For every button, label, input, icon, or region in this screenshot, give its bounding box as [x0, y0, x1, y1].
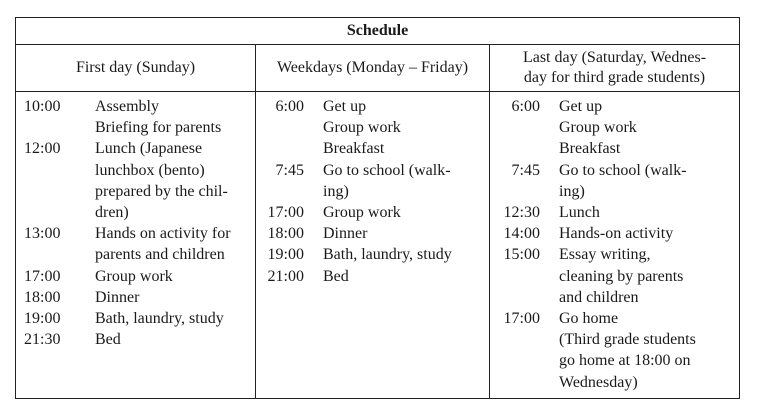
column-header-first-day: First day (Sunday) — [16, 44, 255, 92]
entry-time: 19:00 — [267, 246, 304, 264]
schedule-entry — [256, 96, 489, 160]
schedule-entry — [256, 202, 489, 223]
entry-activity: Hands-on activity — [559, 225, 674, 243]
schedule-entry — [16, 287, 255, 308]
entry-time: 10:00 — [24, 98, 61, 115]
entry-activity: Essay writing, cleaning by parents and children — [559, 246, 684, 306]
entry-activity: Bed — [95, 331, 121, 349]
schedule-entry — [16, 308, 255, 329]
entry-time: 21:30 — [24, 331, 61, 349]
entry-time: 17:00 — [267, 204, 304, 222]
entry-time: 6:00 — [511, 98, 540, 115]
entry-activity: Group work — [95, 267, 173, 285]
column-last-day — [490, 44, 739, 398]
entry-activity: Bath, laundry, study — [95, 310, 224, 328]
entry-activity: Lunch — [559, 204, 600, 222]
entry-activity: Dinner — [95, 288, 140, 306]
schedule-entry — [16, 266, 255, 287]
entry-activity: Get up Group work Breakfast — [323, 98, 401, 158]
entry-activity: Go home (Third grade students go home at 18:00 on Wednesday) — [559, 310, 696, 391]
entry-activity: Bed — [323, 267, 349, 285]
column-header-last-day: Last day (Saturday, Wednes- day for third grade students) — [490, 44, 739, 92]
entry-time: 18:00 — [267, 225, 304, 243]
schedule-entry — [16, 329, 255, 350]
column-first-day — [16, 44, 256, 398]
entry-activity: Go to school (walk- ing) — [559, 161, 687, 200]
column-body-last-day — [490, 96, 739, 393]
entry-time: 17:00 — [24, 267, 61, 285]
entry-activity: Assembly Briefing for parents — [95, 98, 222, 137]
entry-activity: Bath, laundry, study — [323, 246, 452, 264]
entry-time: 6:00 — [275, 98, 304, 115]
entry-time: 21:00 — [267, 267, 304, 285]
entry-time: 7:45 — [511, 161, 540, 179]
entry-time: 14:00 — [503, 225, 540, 243]
entry-time: 12:00 — [24, 140, 61, 158]
entry-activity: Lunch (Japanese lunchbox (bento) prepared by the chil- dren) — [95, 140, 228, 222]
entry-activity: Get up Group work Breakfast — [559, 98, 637, 158]
column-weekdays — [256, 44, 490, 398]
schedule-entry — [256, 244, 489, 265]
schedule-table — [15, 17, 740, 399]
column-header-weekdays: Weekdays (Monday – Friday) — [256, 44, 489, 92]
schedule-entry — [256, 160, 489, 202]
entry-time: 18:00 — [24, 288, 61, 306]
entry-activity: Hands on activity for parents and children — [95, 225, 231, 264]
schedule-entry — [490, 160, 739, 202]
entry-time: 7:45 — [275, 161, 304, 179]
entry-time: 12:30 — [503, 204, 540, 222]
schedule-entry — [490, 223, 739, 244]
entry-activity: Go to school (walk- ing) — [323, 161, 451, 200]
schedule-entry — [490, 96, 739, 160]
entry-time: 17:00 — [503, 310, 540, 328]
schedule-entry — [490, 202, 739, 223]
schedule-entry — [490, 308, 739, 393]
entry-time: 15:00 — [503, 246, 540, 264]
entry-time: 13:00 — [24, 225, 61, 243]
column-body-weekdays — [256, 96, 489, 287]
entry-activity: Group work — [323, 204, 401, 222]
schedule-entry — [16, 223, 255, 265]
schedule-entry — [256, 266, 489, 287]
entry-time: 19:00 — [24, 310, 61, 328]
schedule-title: Schedule — [16, 18, 739, 45]
entry-activity: Dinner — [323, 225, 368, 243]
schedule-entry — [256, 223, 489, 244]
schedule-entry — [490, 244, 739, 308]
schedule-entry — [16, 96, 255, 138]
schedule-entry — [16, 138, 255, 223]
column-body-first-day — [16, 96, 255, 350]
